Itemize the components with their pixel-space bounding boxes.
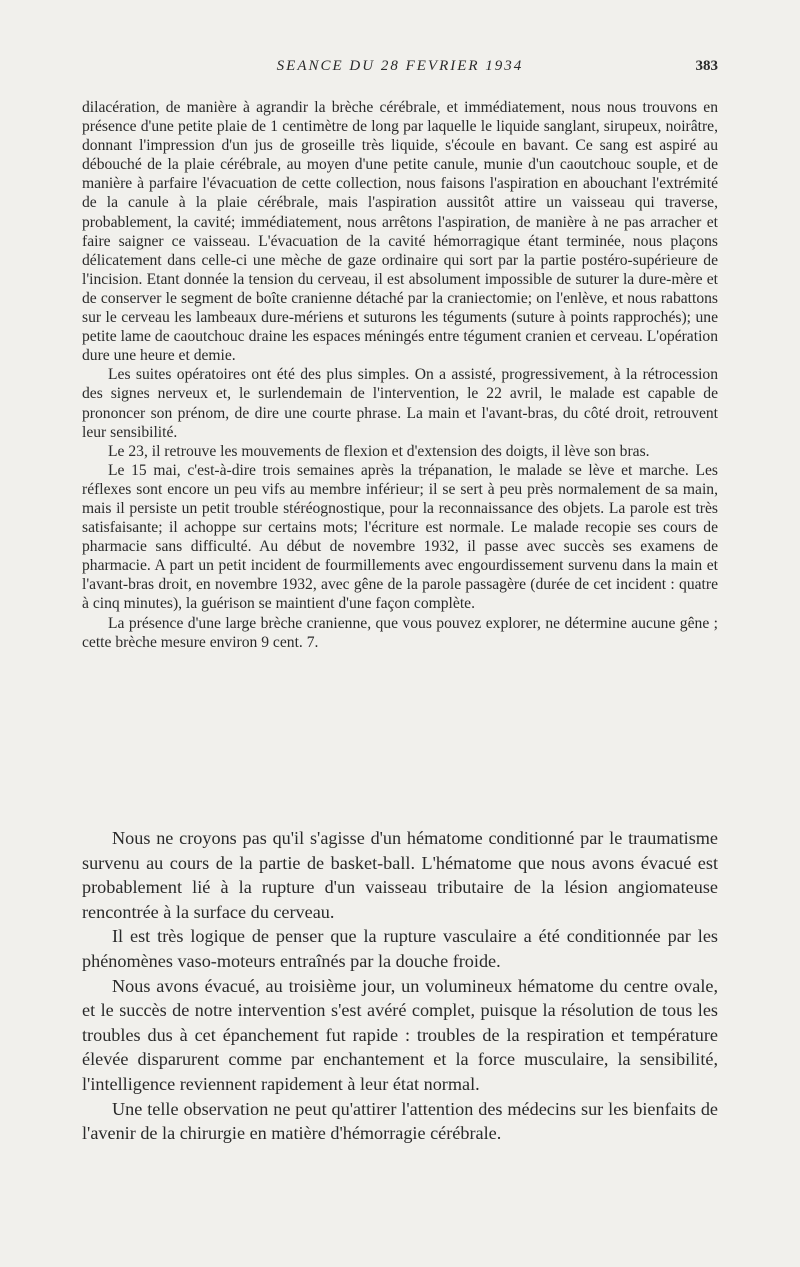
paragraph: Les suites opératoires ont été des plus simples. On a assisté, progressivement, à la rétrocession des signes nerveux et, le surlendemain de l'intervention, le 22 avril, le malade est capable de prononcer son prénom, de dire une courte phrase. La main et l'avant-bras, du côté droit, retrouvent leur sensibilité. <box>82 366 718 441</box>
page-header <box>82 58 718 86</box>
running-title: SEANCE DU 28 FEVRIER 1934 <box>276 58 524 74</box>
paragraph: La présence d'une large brèche cranienne, que vous pouvez explorer, ne détermine aucune gêne ; cette brèche mesure environ 9 cent. 7. <box>82 614 718 651</box>
paragraph: dilacération, de manière à agrandir la brèche cérébrale, et immédiatement, nous nous trouvons en présence d'une petite plaie de 1 centimètre de long par laquelle le liquide sanglant, sirupeux, noirâtre, donnant l'impression d'un jus de groseille très liquide, s'écoule en bavant. Ce sang est aspiré au débouché de la plaie cérébrale, au moyen d'une petite canule, munie d'un caoutchouc souple, et de manière à parfaire l'évacuation de cette collection, nous faisons l'aspiration en abouchant l'extrémité de la canule à la plaie cérébrale, mais l'aspiration aussitôt attire un vaisseau qui traverse, probablement, la cavité; immédiatement, nous arrêtons l'aspiration, de manière à ne pas arracher et faire saigner ce vaisseau. L'évacuation de la cavité hémorragique étant terminée, nous plaçons délicatement dans celle-ci une mèche de gaze ordinaire qui sort par la partie postéro-supérieure de l'incision. Etant donnée la tension du cerveau, il est absolument impossible de suturer la dure-mère et de conserver le segment de boîte cranienne détaché par la craniectomie; on l'enlève, et nous rabattons sur le cerveau les lambeaux dure-mériens et suturons les téguments (suture à points rapprochés); une petite lame de caoutchouc draine les espaces méningés entre tégument cranien et cerveau. L'opération dure une heure et demie. <box>82 99 718 365</box>
paragraph: Nous ne croyons pas qu'il s'agisse d'un hématome conditionné par le traumatisme survenu au cours de la partie de basket-ball. L'hématome que nous avons évacué est probablement lié à la rupture d'un vaisseau tributaire de la lésion angiomateuse rencontrée à la surface du cerveau. <box>82 828 718 922</box>
paragraph: Une telle observation ne peut qu'attirer l'attention des médecins sur les bienfaits de l'avenir de la chirurgie en matière d'hémorragie cérébrale. <box>82 1098 718 1144</box>
paragraph: Le 23, il retrouve les mouvements de flexion et d'extension des doigts, il lève son bras. <box>108 442 650 460</box>
case-report-text <box>82 98 718 652</box>
paragraph: Nous avons évacué, au troisième jour, un volumineux hématome du centre ovale, et le succès de notre intervention s'est avéré complet, puisque la résolution de tous les troubles dus à cet épanchement fut rapide : troubles de la respiration et température élevée disparurent comme par enchantement et la force musculaire, la sensibilité, l'intelligence reviennent rapidement à leur état normal. <box>82 975 718 1094</box>
page-number: 383 <box>695 58 718 74</box>
paragraph: Le 15 mai, c'est-à-dire trois semaines après la trépanation, le malade se lève et marche. Les réflexes sont encore un peu vifs au membre inférieur; il se sert à peu près normalement de sa main, mais il persiste un petit trouble stéréognostique, pour la reconnaissance des objets. La parole est très satisfaisante; il achoppe sur certains mots; l'écriture est normale. Le malade recopie ses cours de pharmacie sans difficulté. Au début de novembre 1932, il passe avec succès ses examens de pharmacie. A part un petit incident de fourmillements avec engourdissement survenu dans la main et l'avant-bras droit, en novembre 1932, avec gêne de la parole passagère (durée de cet incident : quatre à cinq minutes), la guérison se maintient d'une façon complète. <box>82 461 718 613</box>
discussion-text <box>82 826 718 1146</box>
paragraph: Il est très logique de penser que la rupture vasculaire a été conditionnée par les phénomènes vaso-moteurs entraînés par la douche froide. <box>82 926 718 971</box>
